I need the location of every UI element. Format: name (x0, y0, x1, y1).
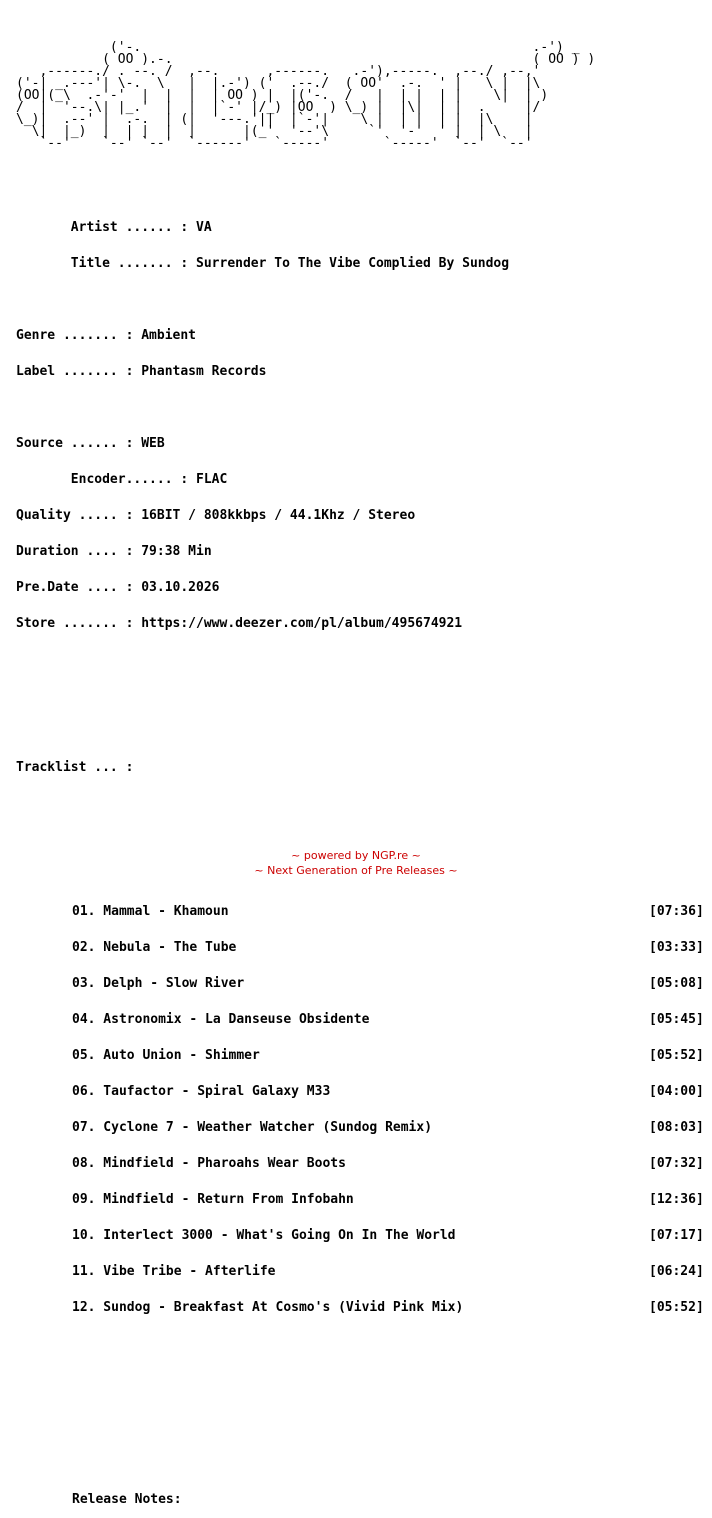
track-name: 12. Sundog - Breakfast At Cosmo's (Vivid Pink Mix) (72, 1300, 464, 1315)
track-name: 02. Nebula - The Tube (72, 940, 237, 955)
track-duration: [05:45] (649, 1012, 704, 1027)
source-line: Source ...... : WEB (16, 436, 165, 451)
track-row (16, 1086, 706, 1098)
track-name: 11. Vibe Tribe - Afterlife (72, 1264, 276, 1279)
track-duration: [04:00] (649, 1084, 704, 1099)
tracklist-heading: Tracklist ... : (16, 760, 134, 775)
track-row (16, 978, 706, 990)
track-name: 07. Cyclone 7 - Weather Watcher (Sundog Remix) (72, 1120, 433, 1135)
track-row (16, 1158, 706, 1170)
footer (0, 848, 712, 878)
track-row (16, 942, 706, 954)
track-duration: [12:36] (649, 1192, 704, 1207)
track-duration: [07:32] (649, 1156, 704, 1171)
track-row (16, 1122, 706, 1134)
track-row (16, 1050, 706, 1062)
track-name: 06. Taufactor - Spiral Galaxy M33 (72, 1084, 331, 1099)
footer-tagline: ~ Next Generation of Pre Releases ~ (254, 864, 458, 877)
track-duration: [05:08] (649, 976, 704, 991)
track-name: 03. Delph - Slow River (72, 976, 245, 991)
track-row (16, 906, 706, 918)
track-row (16, 1230, 706, 1242)
predate-line: Pre.Date .... : 03.10.2026 (16, 580, 220, 595)
nfo-document (16, 18, 706, 1518)
track-name: 10. Interlect 3000 - What's Going On In The World (72, 1228, 456, 1243)
duration-line: Duration .... : 79:38 Min (16, 544, 212, 559)
store-line: Store ....... : https://www.deezer.com/pl/album/495674921 (16, 616, 463, 631)
artist-line: Artist ...... : VA (16, 220, 212, 235)
track-duration: [03:33] (649, 940, 704, 955)
encoder-line: Encoder...... : FLAC (16, 472, 228, 487)
genre-line: Genre ....... : Ambient (16, 328, 197, 343)
track-row (16, 1194, 706, 1206)
release-notes-heading: Release Notes: (72, 1492, 182, 1507)
track-name: 04. Astronomix - La Danseuse Obsidente (72, 1012, 370, 1027)
track-duration: [05:52] (649, 1300, 704, 1315)
track-name: 08. Mindfield - Pharoahs Wear Boots (72, 1156, 346, 1171)
track-duration: [08:03] (649, 1120, 704, 1135)
title-line: Title ....... : Surrender To The Vibe Complied By Sundog (16, 256, 510, 271)
track-row (16, 1266, 706, 1278)
track-duration: [07:17] (649, 1228, 704, 1243)
track-duration: [06:24] (649, 1264, 704, 1279)
track-name: 01. Mammal - Khamoun (72, 904, 229, 919)
ascii-logo: ('-. .-') _ ( OO ).-. ( OO ) ) ,------./ . --. / ,--. ,------. .-'),-----. ,--./ ,--,' ('-| _.---'| \-. \ | |.-') (' .--./ ( OO' .-. ' | \ | |\ (OO|(_\ .-'-' | | | | OO ) | |('-. / | | | | | \| | ) / | '--.\| |_.' | | |`-' |/_) |OO ) \_) | |\| | | . |/ \_)| .--' | .-. | (| '---.'|| |`-'| \ | | | | | |\ | \| |_) | | | | | |(_' '--'\ `' '-' ' | | \ | `--' `--' `--' `------' `-----' `-----' `--' `--' (16, 40, 596, 151)
track-name: 09. Mindfield - Return From Infobahn (72, 1192, 354, 1207)
tracklist (16, 882, 706, 1338)
label-line: Label ....... : Phantasm Records (16, 364, 267, 379)
track-duration: [07:36] (649, 904, 704, 919)
quality-line: Quality ..... : 16BIT / 808kkbps / 44.1Khz / Stereo (16, 508, 416, 523)
track-name: 05. Auto Union - Shimmer (72, 1048, 260, 1063)
footer-powered-by: ~ powered by NGP.re ~ (291, 849, 421, 862)
track-row (16, 1014, 706, 1026)
track-duration: [05:52] (649, 1048, 704, 1063)
track-row (16, 1302, 706, 1314)
